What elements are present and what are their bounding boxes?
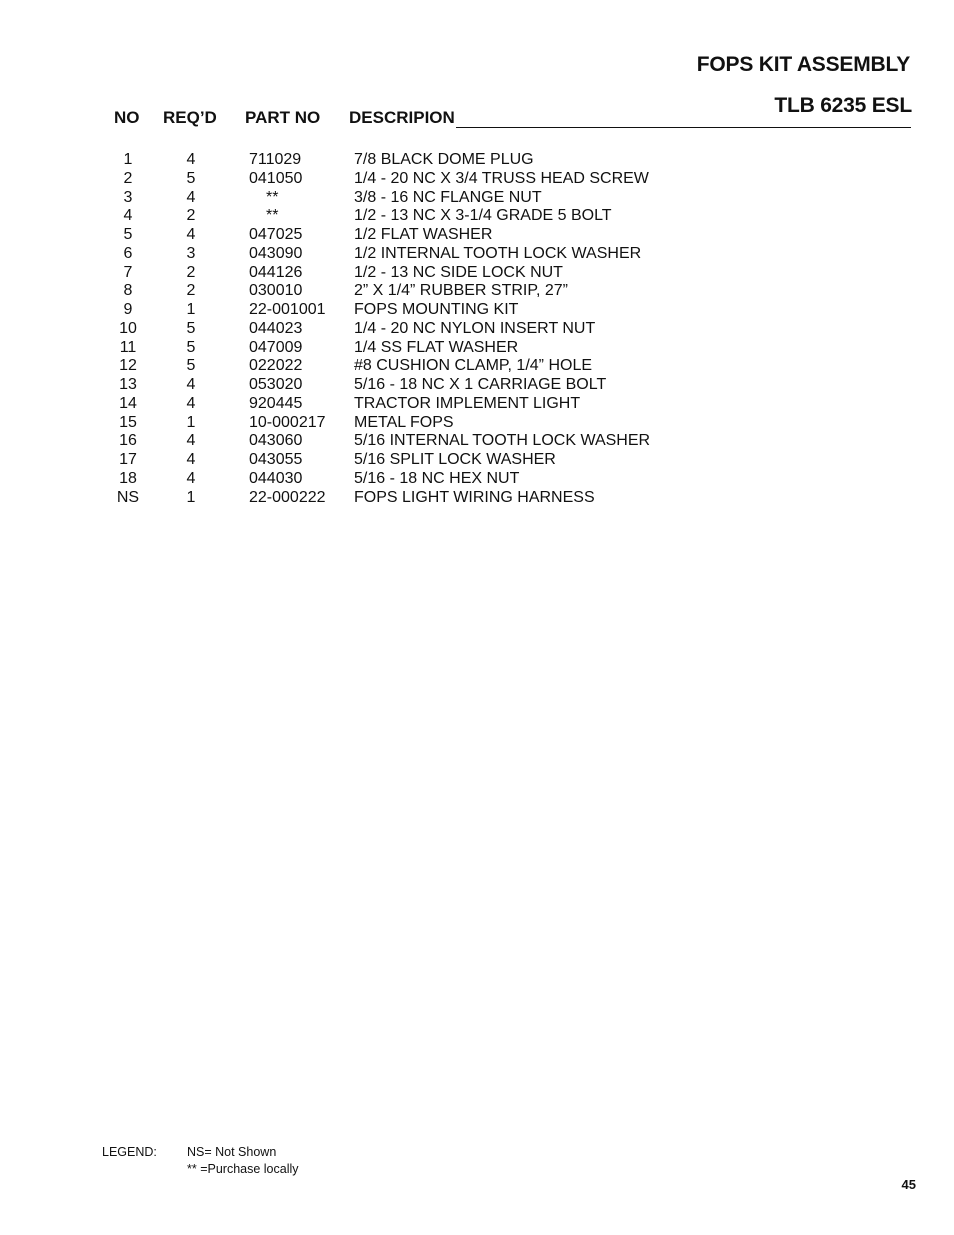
legend-purchase-locally: ** =Purchase locally bbox=[187, 1162, 299, 1176]
table-row bbox=[0, 395, 954, 414]
row-no: 14 bbox=[119, 394, 137, 412]
column-header-part-no: PART NO bbox=[245, 108, 321, 127]
row-part-no: 044023 bbox=[249, 319, 303, 337]
row-part-no: ** bbox=[266, 188, 279, 206]
table-header bbox=[0, 108, 954, 128]
table-row bbox=[0, 414, 954, 433]
row-reqd: 4 bbox=[186, 151, 196, 168]
row-part-no: 043060 bbox=[249, 432, 303, 450]
row-part-no: 044030 bbox=[249, 469, 303, 487]
row-no: 10 bbox=[119, 319, 137, 337]
row-description: 5/16 - 18 NC X 1 CARRIAGE BOLT bbox=[354, 376, 607, 393]
row-no: 18 bbox=[119, 469, 137, 487]
row-no: 17 bbox=[119, 451, 137, 468]
row-description: 5/16 INTERNAL TOOTH LOCK WASHER bbox=[354, 432, 651, 450]
row-description: 7/8 BLACK DOME PLUG bbox=[354, 151, 534, 168]
row-description: 1/2 - 13 NC X 3-1/4 GRADE 5 BOLT bbox=[354, 207, 612, 225]
row-no: 5 bbox=[123, 226, 133, 243]
table-row bbox=[0, 432, 954, 451]
row-description: 1/2 FLAT WASHER bbox=[354, 226, 493, 243]
row-reqd: 4 bbox=[186, 226, 196, 243]
table-row bbox=[0, 226, 954, 245]
row-part-no: 047009 bbox=[249, 338, 303, 356]
parts-table bbox=[0, 151, 954, 507]
row-no: NS bbox=[116, 488, 140, 506]
model-title: TLB 6235 ESL bbox=[774, 94, 912, 117]
row-description: TRACTOR IMPLEMENT LIGHT bbox=[354, 394, 581, 412]
table-row bbox=[0, 207, 954, 226]
row-no: 16 bbox=[119, 432, 137, 450]
legend-ns: NS= Not Shown bbox=[187, 1145, 277, 1159]
table-row bbox=[0, 489, 954, 508]
table-row bbox=[0, 451, 954, 470]
table-row bbox=[0, 189, 954, 208]
row-no: 13 bbox=[119, 376, 137, 393]
row-part-no: 711029 bbox=[249, 151, 302, 168]
row-description: 3/8 - 16 NC FLANGE NUT bbox=[354, 188, 542, 206]
row-no: 7 bbox=[123, 263, 133, 281]
row-description: 5/16 SPLIT LOCK WASHER bbox=[354, 451, 556, 468]
row-reqd: 5 bbox=[186, 357, 196, 375]
row-description: 2” X 1/4” RUBBER STRIP, 27” bbox=[354, 282, 568, 300]
row-no: 2 bbox=[123, 169, 133, 187]
page-title: FOPS KIT ASSEMBLY bbox=[696, 53, 910, 76]
row-description: FOPS LIGHT WIRING HARNESS bbox=[354, 488, 595, 506]
row-reqd: 5 bbox=[186, 338, 196, 356]
row-reqd: 5 bbox=[186, 319, 196, 337]
column-header-no: NO bbox=[114, 108, 140, 127]
row-reqd: 5 bbox=[186, 169, 196, 187]
row-part-no: 043090 bbox=[249, 244, 303, 262]
table-row bbox=[0, 264, 954, 283]
row-no: 4 bbox=[123, 207, 133, 225]
row-part-no: 22-000222 bbox=[249, 488, 326, 506]
row-no: 12 bbox=[119, 357, 137, 375]
row-no: 3 bbox=[123, 188, 133, 206]
header-rule bbox=[456, 127, 911, 128]
table-row bbox=[0, 376, 954, 395]
table-row bbox=[0, 357, 954, 376]
row-reqd: 1 bbox=[186, 413, 196, 431]
table-row bbox=[0, 339, 954, 358]
row-no: 8 bbox=[123, 282, 133, 300]
row-reqd: 4 bbox=[186, 432, 196, 450]
row-reqd: 2 bbox=[186, 263, 196, 281]
row-reqd: 4 bbox=[186, 376, 196, 393]
row-description: #8 CUSHION CLAMP, 1/4” HOLE bbox=[354, 357, 593, 375]
table-row bbox=[0, 170, 954, 189]
row-reqd: 2 bbox=[186, 282, 196, 300]
table-row bbox=[0, 245, 954, 264]
row-part-no: 030010 bbox=[249, 282, 303, 300]
row-part-no: 043055 bbox=[249, 451, 303, 468]
table-row bbox=[0, 320, 954, 339]
row-description: 1/4 - 20 NC NYLON INSERT NUT bbox=[354, 319, 596, 337]
row-no: 6 bbox=[123, 244, 133, 262]
row-description: METAL FOPS bbox=[354, 413, 454, 431]
row-reqd: 2 bbox=[186, 207, 196, 225]
row-no: 15 bbox=[119, 413, 137, 431]
row-part-no: 10-000217 bbox=[249, 413, 326, 431]
row-description: 1/4 - 20 NC X 3/4 TRUSS HEAD SCREW bbox=[354, 169, 649, 187]
row-part-no: 022022 bbox=[249, 357, 303, 375]
row-reqd: 3 bbox=[186, 244, 196, 262]
row-reqd: 1 bbox=[186, 488, 196, 506]
row-reqd: 4 bbox=[186, 469, 196, 487]
row-part-no: 053020 bbox=[249, 376, 303, 393]
row-description: FOPS MOUNTING KIT bbox=[354, 301, 519, 318]
row-description: 1/2 INTERNAL TOOTH LOCK WASHER bbox=[354, 244, 642, 262]
row-no: 11 bbox=[119, 338, 137, 356]
legend-label: LEGEND: bbox=[102, 1145, 157, 1159]
column-header-reqd: REQ’D bbox=[163, 108, 217, 127]
column-header-description: DESCRIPION bbox=[349, 108, 455, 127]
table-row bbox=[0, 282, 954, 301]
row-reqd: 4 bbox=[186, 451, 196, 468]
row-part-no: 041050 bbox=[249, 169, 303, 187]
row-reqd: 1 bbox=[186, 301, 196, 318]
row-no: 1 bbox=[123, 151, 133, 168]
row-part-no: 044126 bbox=[249, 263, 303, 281]
table-row bbox=[0, 151, 954, 170]
row-part-no: ** bbox=[266, 207, 279, 225]
table-row bbox=[0, 301, 954, 320]
row-reqd: 4 bbox=[186, 188, 196, 206]
row-no: 9 bbox=[123, 301, 133, 318]
row-part-no: 22-001001 bbox=[249, 301, 326, 318]
row-description: 1/4 SS FLAT WASHER bbox=[354, 338, 519, 356]
page-number: 45 bbox=[901, 1177, 916, 1192]
row-description: 1/2 - 13 NC SIDE LOCK NUT bbox=[354, 263, 563, 281]
row-part-no: 920445 bbox=[249, 394, 303, 412]
row-part-no: 047025 bbox=[249, 226, 303, 243]
table-row bbox=[0, 470, 954, 489]
row-description: 5/16 - 18 NC HEX NUT bbox=[354, 469, 520, 487]
row-reqd: 4 bbox=[186, 394, 196, 412]
